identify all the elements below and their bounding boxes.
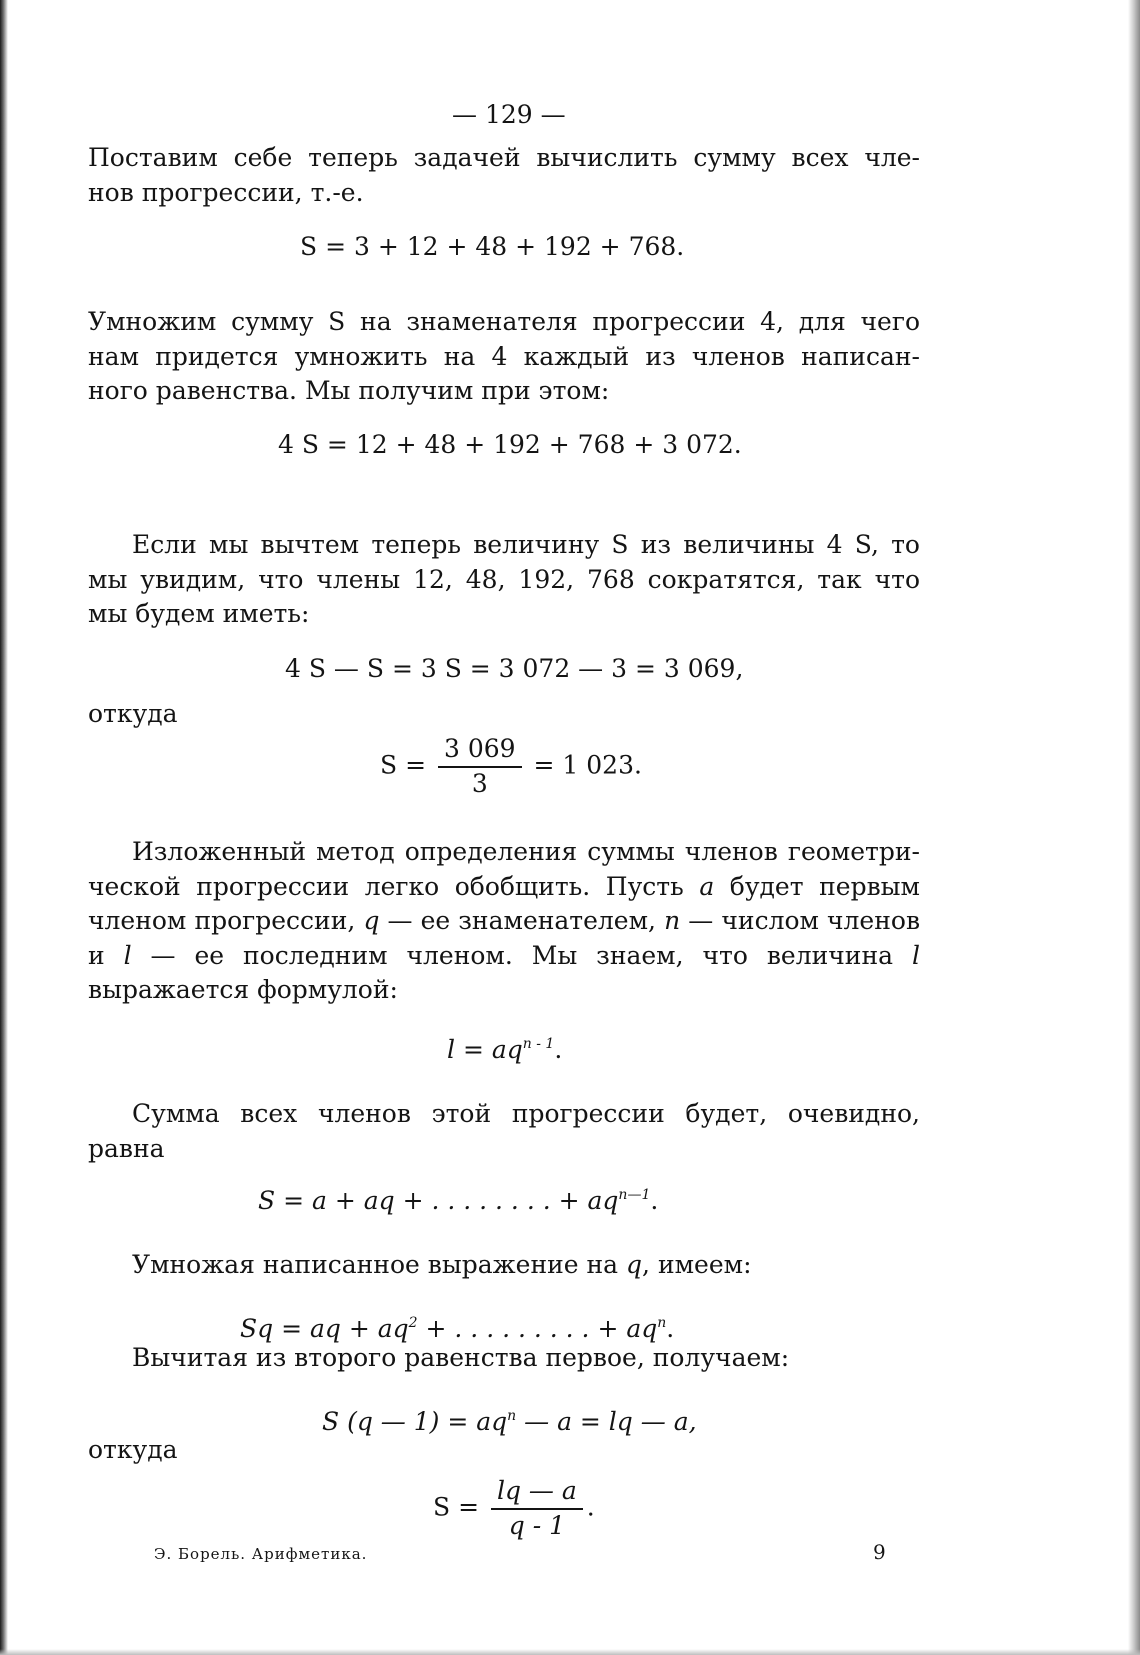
equation-s-final: S = $\frac{lq — a}{q - 1}$ .	[433, 1476, 595, 1540]
text-line: Умножим сумму S на знаменателя прогрессии 4, для чего	[88, 307, 920, 336]
paragraph-general-method	[88, 835, 920, 1008]
text-line: и l — ее последним членом. Мы знаем, что величина l	[88, 940, 920, 970]
text-line: ческой прогрессии легко обобщить. Пусть a будет первым	[88, 871, 920, 901]
page-bottom-edge	[0, 1649, 1140, 1655]
var-a: a	[699, 871, 715, 901]
page-number-header: — 129 —	[452, 100, 566, 129]
text-line: равна	[88, 1133, 165, 1163]
text-line: Сумма всех членов этой прогрессии будет, очевидно,	[132, 1099, 920, 1128]
fraction-numerator: 3 069	[438, 734, 522, 768]
text-line: мы будем иметь:	[88, 599, 310, 628]
equation-sum-s: S = 3 + 12 + 48 + 192 + 768.	[300, 232, 685, 261]
page-right-edge-shadow	[1128, 0, 1140, 1655]
text-line: Вычитая из второго равенства первое, получаем:	[132, 1343, 790, 1372]
paragraph-multiply-s	[88, 305, 920, 409]
fraction-numerator: lq — a	[491, 1476, 583, 1510]
footer-signature-number: 9	[873, 1540, 887, 1564]
fraction	[438, 734, 522, 800]
fraction-denominator: q - 1	[508, 1511, 566, 1540]
text-line: Поставим себе теперь задачей вычислить сумму всех чле-	[88, 143, 920, 172]
text-line: мы увидим, что члены 12, 48, 192, 768 сократятся, так что	[88, 564, 920, 594]
paragraph-sum-task	[88, 141, 920, 210]
equation-sq: Sq = aq + $aq^2$ + . . . . . . . . . + $aq^n$.	[240, 1314, 675, 1343]
eq-lhs: S =	[380, 750, 427, 780]
text-line: нам придется умножить на 4 каждый из членов написан-	[88, 341, 920, 371]
eq-rhs: = 1 023.	[533, 750, 642, 780]
var-q: q	[626, 1250, 643, 1279]
equation-3s: 4 S — S = 3 S = 3 072 — 3 = 3 069,	[285, 654, 744, 683]
equation-l-formula: $l = aq^{n - 1}$.	[447, 1035, 563, 1064]
text-line: членом прогрессии, q — ее знаменателем, n — числом членов	[88, 906, 921, 935]
footer-book-title: Э. Борель. Арифметика.	[154, 1545, 368, 1563]
var-l: l	[911, 940, 920, 970]
text-line: нов прогрессии, т.-е.	[88, 177, 364, 207]
var-n: n	[664, 906, 681, 935]
equation-s-q-minus-1: S (q — $1) = aq^n$ — a = lq — a,	[322, 1407, 697, 1436]
page-left-edge-shadow	[0, 0, 8, 1655]
equation-s-fraction	[380, 734, 642, 800]
equation-general-sum: S = a + aq + . . . . . . . . + $aq^{n—1}$.	[258, 1186, 659, 1215]
fraction	[491, 1476, 583, 1542]
text-line: Изложенный метод определения суммы членов геометри-	[132, 837, 920, 866]
paragraph-sum-all	[88, 1097, 920, 1166]
equation-4s: 4 S = 12 + 48 + 192 + 768 + 3 072.	[278, 430, 742, 459]
text-line: Если мы вычтем теперь величину S из величины 4 S, то	[132, 530, 920, 559]
var-q: q	[363, 906, 380, 935]
paragraph-subtract-eqs	[88, 1341, 920, 1376]
text-line: выражается формулой:	[88, 975, 398, 1004]
paragraph-multiply-q	[88, 1248, 920, 1283]
word-otkuda: откуда	[88, 1435, 178, 1464]
var-l: l	[123, 940, 132, 970]
paragraph-subtract	[88, 528, 920, 632]
fraction-denominator: 3	[471, 769, 488, 798]
text-line: Умножая написанное выражение на q, имеем:	[132, 1250, 752, 1279]
text-line: ного равенства. Мы получим при этом:	[88, 376, 610, 405]
word-otkuda: откуда	[88, 699, 178, 728]
